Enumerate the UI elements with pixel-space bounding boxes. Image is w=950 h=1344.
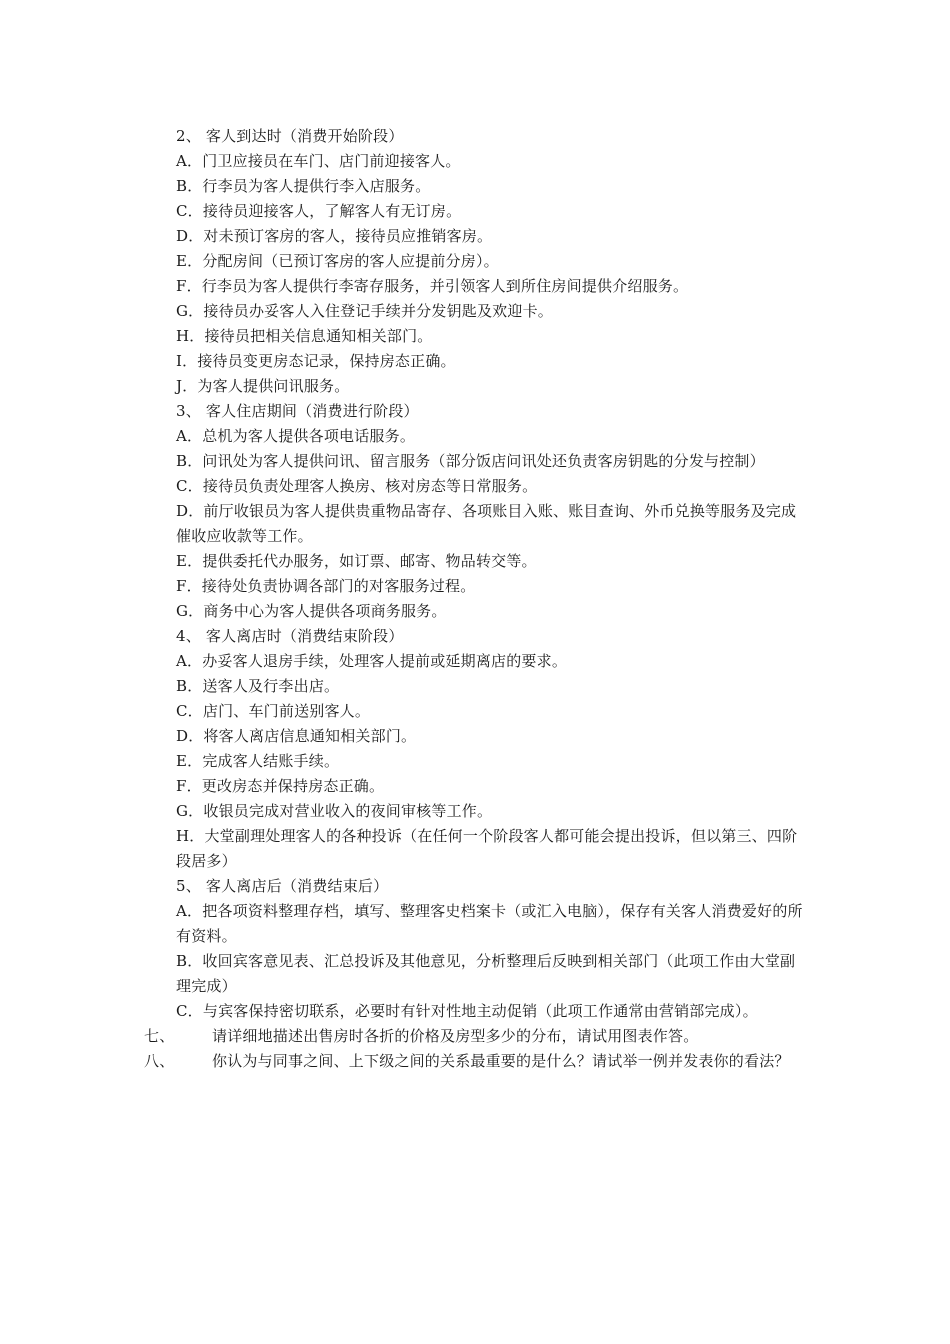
list-item: F．更改房态并保持房态正确。 bbox=[176, 777, 385, 795]
list-item: E．完成客人结账手续。 bbox=[176, 752, 340, 770]
section-departure bbox=[176, 624, 808, 874]
question-number: 七、 bbox=[144, 1027, 175, 1045]
section-heading: 4、 客人离店时（消费结束阶段） bbox=[176, 627, 404, 645]
list-item: D．前厅收银员为客人提供贵重物品寄存、各项账目入账、账目查询、外币兑换等服务及完成催收应收款等工作。 bbox=[176, 502, 797, 545]
list-item: C．与宾客保持密切联系，必要时有针对性地主动促销（此项工作通常由营销部完成）。 bbox=[176, 1002, 758, 1020]
list-item: G．接待员办妥客人入住登记手续并分发钥匙及欢迎卡。 bbox=[176, 302, 553, 320]
list-item: A．总机为客人提供各项电话服务。 bbox=[176, 427, 416, 445]
question-text: 你认为与同事之间、上下级之间的关系最重要的是什么？请试举一例并发表你的看法？ bbox=[212, 1052, 790, 1070]
list-item: E．分配房间（已预订客房的客人应提前分房）。 bbox=[176, 252, 499, 270]
list-item: C．接待员负责处理客人换房、核对房态等日常服务。 bbox=[176, 477, 538, 495]
list-item: H．接待员把相关信息通知相关部门。 bbox=[176, 327, 433, 345]
list-item: B．行李员为客人提供行李入店服务。 bbox=[176, 177, 431, 195]
list-item: E．提供委托代办服务，如订票、邮寄、物品转交等。 bbox=[176, 552, 537, 570]
list-item: F．行李员为客人提供行李寄存服务，并引领客人到所住房间提供介绍服务。 bbox=[176, 277, 689, 295]
list-item: H．大堂副理处理客人的各种投诉（在任何一个阶段客人都可能会提出投诉，但以第三、四阶段居多） bbox=[176, 827, 798, 870]
list-item: B．送客人及行李出店。 bbox=[176, 677, 340, 695]
section-heading: 5、 客人离店后（消费结束后） bbox=[176, 877, 389, 895]
list-item: A．门卫应接员在车门、店门前迎接客人。 bbox=[176, 152, 461, 170]
list-item: I．接待员变更房态记录，保持房态正确。 bbox=[176, 352, 456, 370]
list-item: G．收银员完成对营业收入的夜间审核等工作。 bbox=[176, 802, 493, 820]
list-item: B．问讯处为客人提供问讯、留言服务（部分饭店问讯处还负责客房钥匙的分发与控制） bbox=[176, 452, 765, 470]
list-item: J．为客人提供问讯服务。 bbox=[176, 377, 350, 395]
section-arrival bbox=[176, 124, 808, 399]
list-item: D．将客人离店信息通知相关部门。 bbox=[176, 727, 417, 745]
list-item: A．把各项资料整理存档，填写、整理客史档案卡（或汇入电脑），保存有关客人消费爱好的所有资料。 bbox=[176, 902, 803, 945]
section-stay bbox=[176, 399, 808, 624]
list-item: F．接待处负责协调各部门的对客服务过程。 bbox=[176, 577, 476, 595]
list-item: C．接待员迎接客人，了解客人有无订房。 bbox=[176, 202, 462, 220]
section-heading: 2、 客人到达时（消费开始阶段） bbox=[176, 127, 404, 145]
question-seven bbox=[144, 1024, 808, 1049]
question-number: 八、 bbox=[144, 1052, 175, 1070]
question-eight bbox=[144, 1049, 808, 1074]
list-item: B．收回宾客意见表、汇总投诉及其他意见，分析整理后反映到相关部门（此项工作由大堂副理完成） bbox=[176, 952, 796, 995]
list-item: G．商务中心为客人提供各项商务服务。 bbox=[176, 602, 447, 620]
list-item: D．对未预订客房的客人，接待员应推销客房。 bbox=[176, 227, 493, 245]
question-text: 请详细地描述出售房时各折的价格及房型多少的分布，请试用图表作答。 bbox=[212, 1027, 699, 1045]
section-after-departure bbox=[176, 874, 808, 1024]
document-body bbox=[144, 124, 808, 1074]
section-heading: 3、 客人住店期间（消费进行阶段） bbox=[176, 402, 419, 420]
list-item: C．店门、车门前送别客人。 bbox=[176, 702, 371, 720]
list-item: A．办妥客人退房手续，处理客人提前或延期离店的要求。 bbox=[176, 652, 568, 670]
